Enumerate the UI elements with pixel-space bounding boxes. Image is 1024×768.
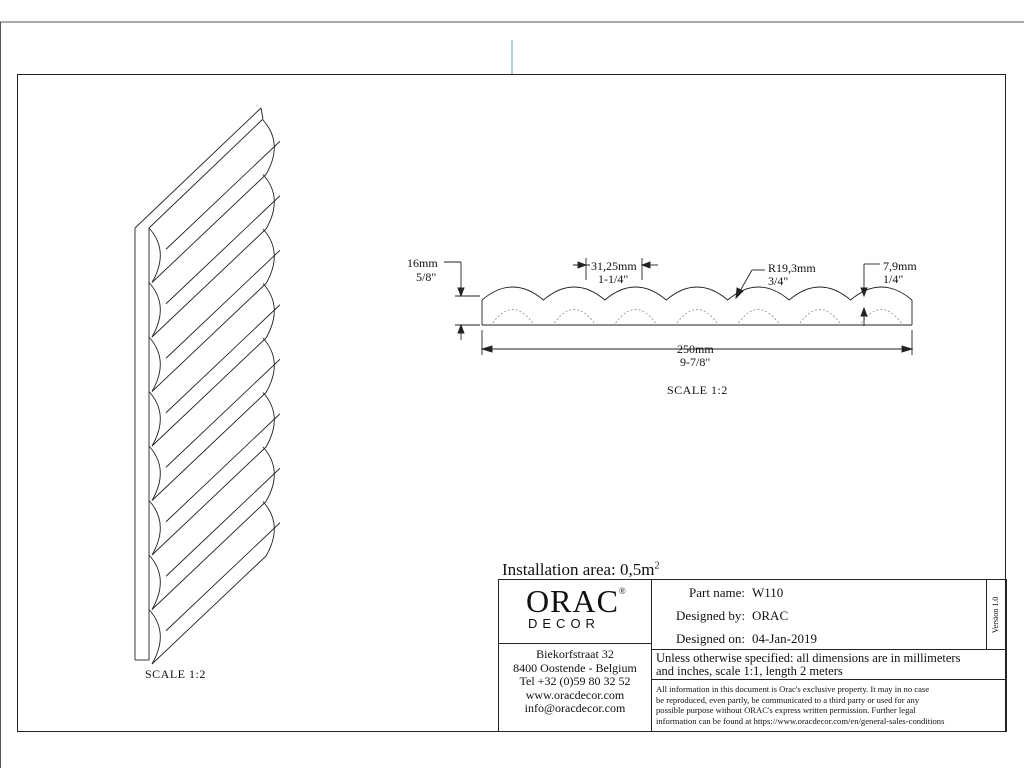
panel-ridge-crest — [166, 468, 280, 576]
version-label: Version 1.0 — [991, 596, 1000, 634]
panel-isometric-view — [135, 108, 280, 664]
profile-hidden-lines — [493, 310, 902, 324]
isometric-scale-label: SCALE 1:2 — [145, 667, 206, 681]
installation-area-sup: 2 — [654, 560, 660, 572]
designed-on-value: 04-Jan-2019 — [752, 631, 817, 646]
panel-ridge-front — [149, 501, 160, 556]
pitch-mm-label: 31,25mm — [591, 259, 637, 273]
panel-ridge-valley — [152, 502, 266, 610]
panel-ridge-back — [263, 229, 274, 284]
designed-by-label: Designed by: — [676, 608, 745, 623]
profile-section-view — [444, 258, 912, 355]
height-in-label: 5/8" — [416, 270, 437, 284]
panel-ridge-crest — [166, 250, 280, 358]
panel-ridge-front — [149, 283, 160, 338]
edge-dimension — [861, 264, 880, 326]
profile-outline — [482, 287, 912, 300]
hidden-arc — [677, 310, 717, 324]
designed-on-label: Designed on: — [676, 631, 745, 646]
profile-scallops — [482, 287, 912, 300]
panel-ridge-front — [149, 610, 160, 665]
panel-ridge-crest — [166, 359, 280, 467]
legal-line-4: information can be found at https://www.oracdecor.com/en/general-sales-conditions — [656, 715, 945, 726]
hidden-arc — [616, 310, 656, 324]
legal-notice — [656, 684, 944, 726]
width-in-label: 9-7/8" — [680, 355, 711, 369]
address-street: Biekorfstraat 32 — [536, 647, 614, 661]
address-email: info@oracdecor.com — [524, 701, 626, 715]
panel-ridges — [149, 120, 280, 664]
installation-area-text: Installation area: 0,5m — [502, 560, 655, 579]
panel-ridge-valley — [152, 338, 266, 446]
panel-ridge-valley — [152, 284, 266, 392]
logo-registered: ® — [618, 586, 627, 596]
width-mm-label: 250mm — [677, 342, 714, 356]
panel-ridge-valley — [152, 556, 266, 664]
radius-mm-label: R19,3mm — [768, 261, 816, 275]
panel-ridge-front — [149, 392, 160, 447]
designed-by-value: ORAC — [752, 608, 789, 623]
panel-ridge-back — [263, 393, 274, 448]
panel-ridge-back — [263, 338, 274, 393]
panel-ridge-crest — [166, 414, 280, 522]
panel-ridge-valley — [152, 175, 266, 283]
legal-line-3: possible purpose without ORAC's express written permission. Further legal — [656, 705, 916, 715]
address-phone: Tel +32 (0)59 80 32 52 — [519, 674, 631, 688]
profile-scale-label: SCALE 1:2 — [667, 383, 728, 397]
panel-ridge-front — [149, 446, 160, 501]
pitch-in-label: 1-1/4" — [598, 272, 629, 286]
drawing-frame — [18, 75, 1006, 732]
part-name-value: W110 — [752, 585, 784, 600]
radius-leader — [736, 270, 765, 298]
part-name-label: Part name: — [689, 585, 745, 600]
panel-ridge-front — [149, 228, 160, 283]
hidden-arc — [493, 310, 533, 324]
logo-main: ORAC — [526, 583, 619, 619]
spec-line-2: and inches, scale 1:1, length 2 meters — [656, 664, 843, 678]
logo-sub: DECOR — [528, 616, 600, 631]
hidden-arc — [554, 310, 594, 324]
height-mm-label: 16mm — [407, 256, 438, 270]
height-dimension — [444, 262, 480, 340]
panel-ridge-back — [263, 175, 274, 230]
panel-ridge-crest — [166, 305, 280, 413]
radius-in-label: 3/4" — [768, 274, 789, 288]
panel-ridge-crest — [166, 523, 280, 631]
panel-ridge-front — [149, 555, 160, 610]
orac-logo — [526, 585, 627, 617]
panel-ridge-back — [263, 502, 274, 557]
address-city: 8400 Oostende - Belgium — [513, 660, 637, 675]
installation-area — [502, 561, 659, 578]
panel-ridge-back — [263, 284, 274, 339]
panel-ridge-back — [263, 447, 274, 502]
panel-ridge-valley — [152, 229, 266, 337]
panel-ridge-back — [263, 120, 274, 175]
panel-ridge-front — [149, 337, 160, 392]
panel-ridge-valley — [152, 393, 266, 501]
legal-line-1: All information in this document is Orac's exclusive property. It may in no case — [656, 684, 930, 694]
spec-line-1: Unless otherwise specified: all dimensions are in millimeters — [656, 651, 961, 665]
hidden-arc — [738, 310, 778, 324]
address-website: www.oracdecor.com — [525, 687, 625, 702]
legal-line-2: be reproduced, even partly, be communicated to a third party or used for any — [656, 694, 920, 705]
company-address — [500, 648, 650, 716]
hidden-arc — [800, 310, 840, 324]
panel-ridge-valley — [152, 447, 266, 555]
edge-mm-label: 7,9mm — [883, 259, 917, 273]
panel-ridge-crest — [166, 196, 280, 304]
edge-in-label: 1/4" — [883, 272, 904, 286]
